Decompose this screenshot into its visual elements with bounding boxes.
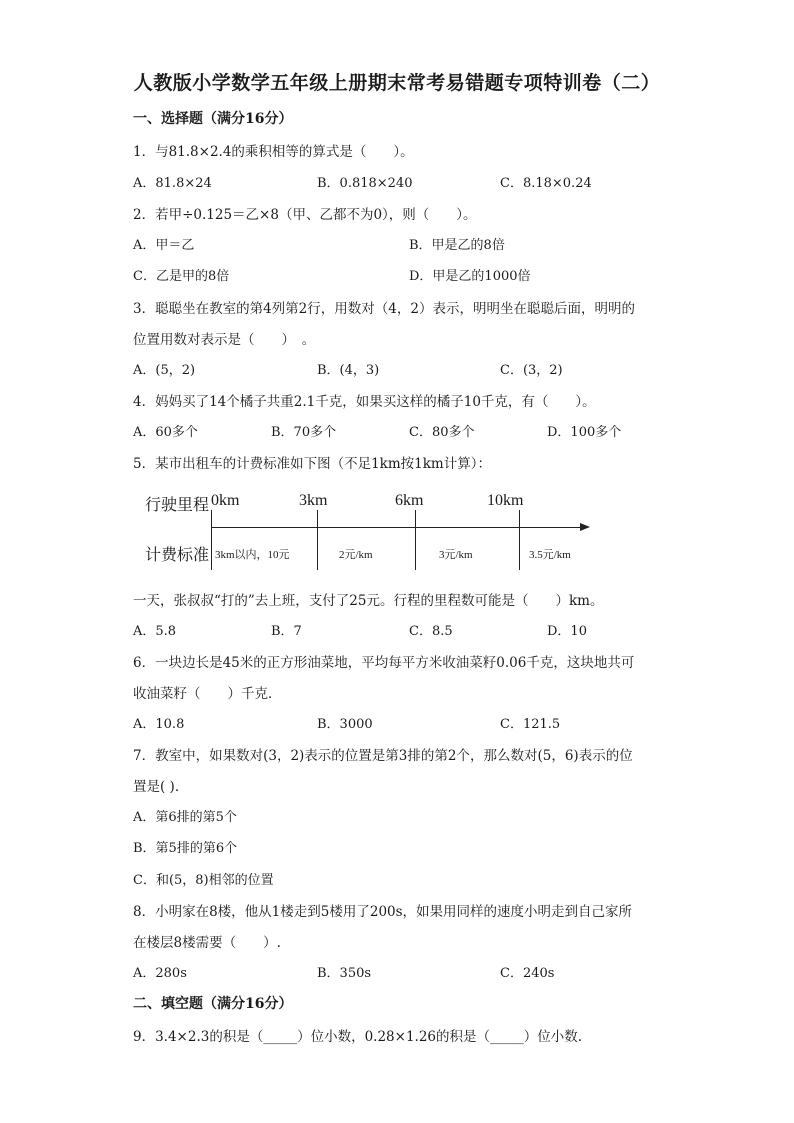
question-3-stem-line2: 位置用数对表示是（ ） 。 (133, 332, 316, 348)
price-segment-3: 3元/km (439, 549, 473, 561)
km-mark-10: 10km (487, 492, 524, 509)
question-8-option-a: A．280s (133, 966, 187, 981)
question-4-stem: 4．妈妈买了14个橘子共重2.1千克，如果买这样的橘子10千克，有（ ）。 (133, 394, 596, 410)
question-1-stem: 1．与81.8×2.4的乘积相等的算式是（ ）。 (133, 144, 414, 160)
price-segment-2: 2元/km (339, 549, 373, 561)
question-6-stem-line1: 6．一块边长是45米的正方形油菜地，平均每平方米收油菜籽0.06千克，这块地共可 (133, 655, 635, 671)
question-3-option-c: C．(3，2) (500, 363, 563, 378)
question-4-option-d: D．100多个 (547, 425, 622, 440)
row-label-distance: 行驶里程 (145, 497, 210, 514)
tick-6km (415, 510, 416, 570)
question-2-stem: 2．若甲÷0.125＝乙×8（甲、乙都不为0），则（ ）。 (133, 207, 477, 223)
question-6-option-c: C．121.5 (500, 717, 561, 732)
question-7-option-b: B．第5排的第6个 (133, 841, 238, 856)
question-2-option-c: C．乙是甲的8倍 (133, 269, 230, 284)
question-7-stem-line2: 置是( )． (133, 779, 189, 795)
question-1-option-a: A．81.8×24 (133, 176, 212, 191)
question-5-stem-2: 一天，张叔叔“打的”去上班，支付了25元。行程的里程数可能是（ ）km。 (133, 593, 604, 609)
question-9-stem: 9．3.4×2.3的积是（_____）位小数，0.28×1.26的积是（_____）位小数. (133, 1029, 583, 1045)
question-6-option-a: A．10.8 (133, 717, 185, 732)
question-5-option-c: C．8.5 (409, 624, 453, 639)
question-7-stem-line1: 7．教室中，如果数对(3，2)表示的位置是第3排的第2个，那么数对(5，6)表示的位 (133, 748, 633, 764)
price-segment-4: 3.5元/km (529, 549, 571, 561)
section-heading-fill-in: 二、填空题（满分16分） (133, 996, 293, 1012)
page-title: 人教版小学数学五年级上册期末常考易错题专项特训卷（二） (133, 72, 661, 94)
question-3-option-b: B．(4，3) (317, 363, 380, 378)
km-mark-0: 0km (211, 492, 240, 509)
price-segment-1: 3km以内，10元 (215, 549, 290, 561)
question-6-stem-line2: 收油菜籽（ ）千克． (133, 686, 282, 702)
question-2-option-a: A．甲＝乙 (133, 238, 195, 253)
km-mark-6: 6km (395, 492, 424, 509)
question-2-option-d: D．甲是乙的1000倍 (409, 269, 531, 284)
taxi-fare-diagram (133, 482, 613, 582)
question-7-option-a: A．第6排的第5个 (133, 810, 237, 825)
question-5-option-d: D．10 (547, 624, 587, 639)
tick-10km (519, 510, 520, 570)
question-1-option-b: B．0.818×240 (317, 176, 413, 191)
question-4-option-a: A．60多个 (133, 425, 198, 440)
question-8-stem-line2: 在楼层8楼需要（ ）. (133, 935, 281, 951)
tick-3km (317, 510, 318, 570)
question-6-option-b: B．3000 (317, 717, 373, 732)
question-5-option-a: A．5.8 (133, 624, 177, 639)
km-mark-3: 3km (299, 492, 328, 509)
question-5-stem: 5．某市出租车的计费标准如下图（不足1km按1km计算）： (133, 456, 491, 472)
question-2-option-b: B．甲是乙的8倍 (409, 238, 505, 253)
question-7-option-c: C．和(5，8)相邻的位置 (133, 873, 274, 888)
number-line (211, 527, 583, 528)
arrow-right-icon (580, 523, 590, 531)
row-label-fare: 计费标准 (145, 547, 210, 564)
question-3-stem-line1: 3．聪聪坐在教室的第4列第2行，用数对（4，2）表示，明明坐在聪聪后面，明明的 (133, 301, 635, 317)
question-8-stem-line1: 8．小明家在8楼，他从1楼走到5楼用了200s，如果用同样的速度小明走到自己家所 (133, 904, 633, 920)
question-3-option-a: A．(5，2) (133, 363, 196, 378)
question-8-option-c: C．240s (500, 966, 555, 981)
tick-0km (211, 510, 212, 570)
question-4-option-c: C．80多个 (409, 425, 475, 440)
question-5-option-b: B．7 (271, 624, 302, 639)
section-heading-choice: 一、选择题（满分16分） (133, 111, 293, 127)
question-4-option-b: B．70多个 (271, 425, 337, 440)
question-1-option-c: C．8.18×0.24 (500, 176, 592, 191)
question-8-option-b: B．350s (317, 966, 372, 981)
